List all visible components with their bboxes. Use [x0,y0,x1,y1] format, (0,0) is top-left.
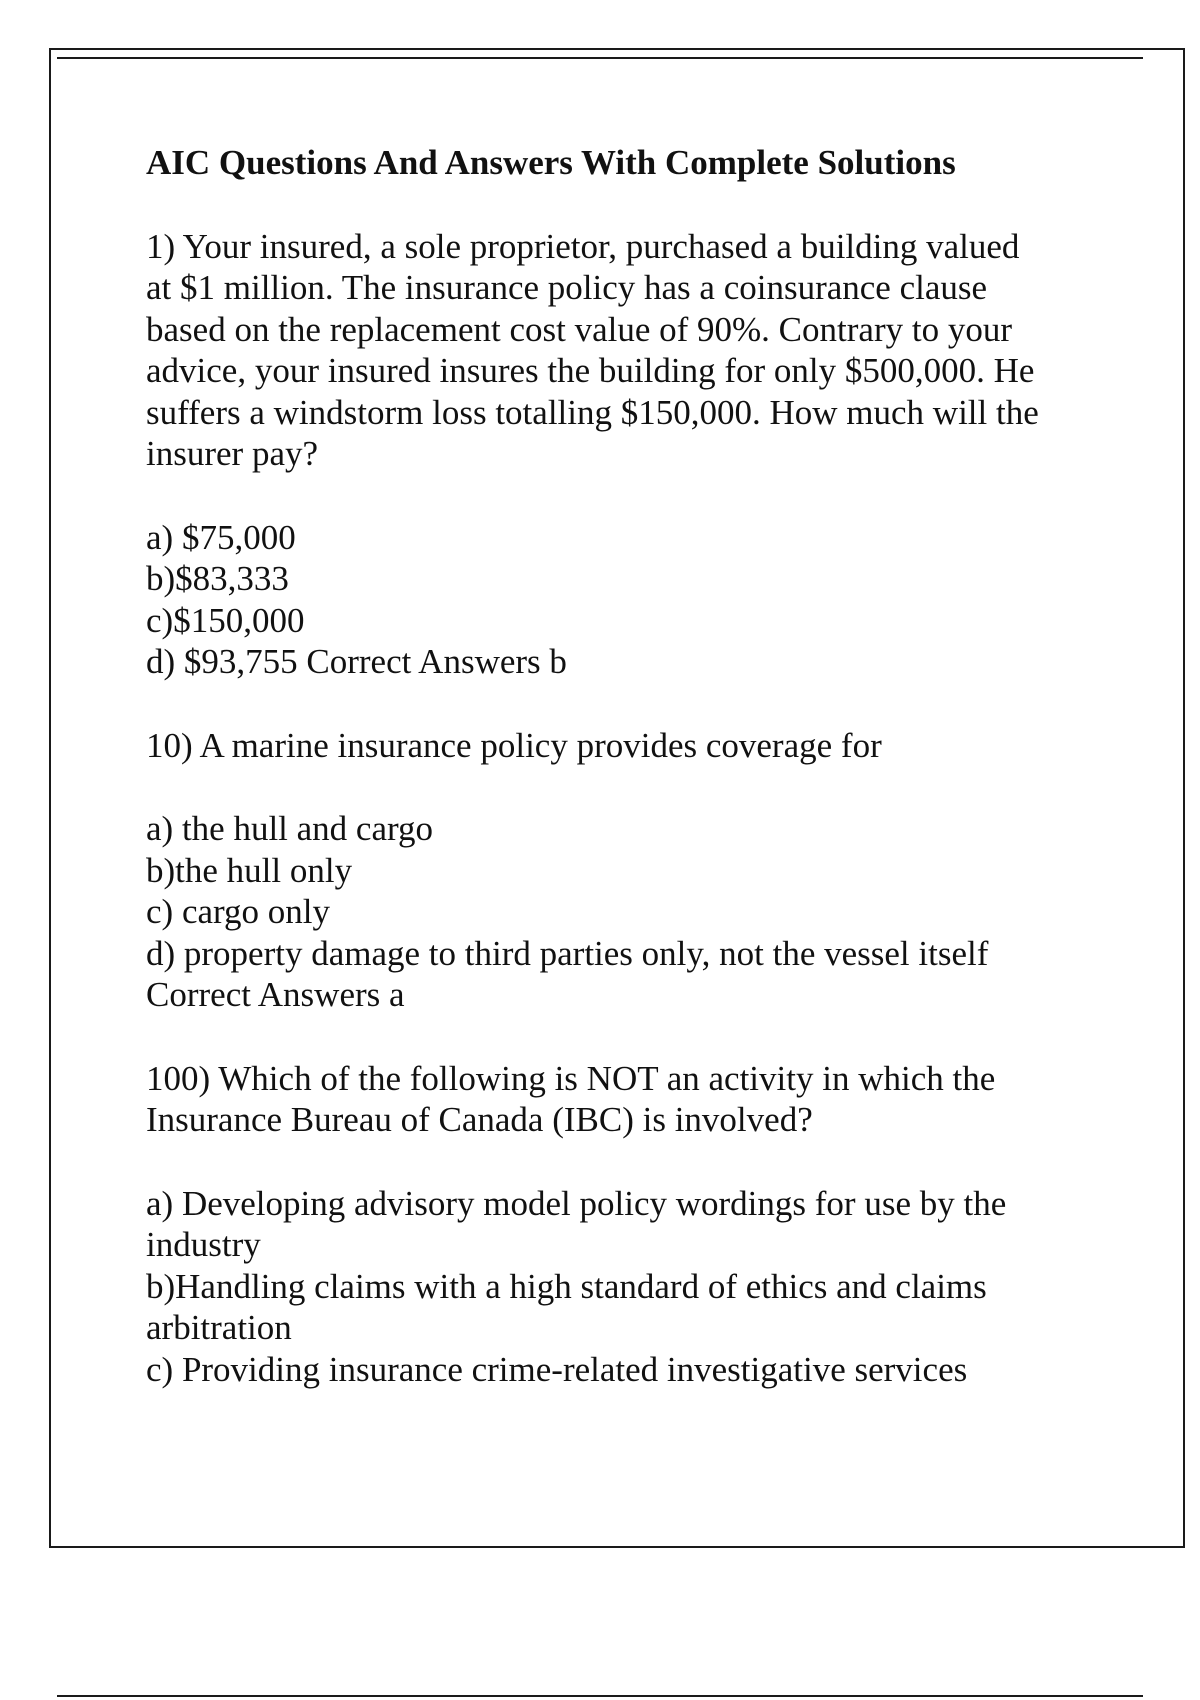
answer-option: c)$150,000 [146,600,305,640]
question-text-line: advice, your insured insures the building for only $500,000. He [146,351,1035,390]
answer-option: c) Providing insurance crime-related investigative services [146,1349,968,1389]
question-text-line: 100) Which of the following is NOT an activity in which the [146,1058,996,1098]
answer-option: arbitration [146,1308,292,1347]
question-100-stem [146,1058,1096,1141]
top-rule [57,57,1143,59]
document-title: AIC Questions And Answers With Complete Solutions [146,143,956,182]
answer-option: industry [146,1225,261,1264]
document-body [146,142,1096,1432]
answer-option: a) the hull and cargo [146,809,434,848]
question-text-line: 1) Your insured, a sole proprietor, purchased a building valued [146,226,1020,266]
question-100-options [146,1183,1096,1391]
answer-option: a) $75,000 [146,517,296,557]
answer-option: a) Developing advisory model policy wordings for use by the [146,1183,1007,1223]
question-1-options [146,517,1096,683]
question-1-stem [146,226,1096,475]
question-text-line: 10) A marine insurance policy provides coverage for [146,725,882,765]
answer-option: c) cargo only [146,892,331,931]
answer-option: d) property damage to third parties only, not the vessel itself [146,933,989,973]
question-10-options [146,808,1096,1016]
correct-answer-line: Correct Answers a [146,975,405,1014]
question-text-line: insurer pay? [146,434,319,473]
answer-option: d) $93,755 Correct Answers b [146,642,567,681]
question-text-line: based on the replacement cost value of 90%. Contrary to your [146,309,1012,349]
question-text-line: at $1 million. The insurance policy has a coinsurance clause [146,268,988,307]
answer-option: b)$83,333 [146,559,289,598]
question-text-line: suffers a windstorm loss totalling $150,000. How much will the [146,392,1039,432]
bottom-rule [57,1695,1143,1697]
question-10-stem [146,725,1096,767]
answer-option: b)Handling claims with a high standard of ethics and claims [146,1266,987,1306]
question-text-line: Insurance Bureau of Canada (IBC) is involved? [146,1100,813,1139]
answer-option: b)the hull only [146,850,353,890]
